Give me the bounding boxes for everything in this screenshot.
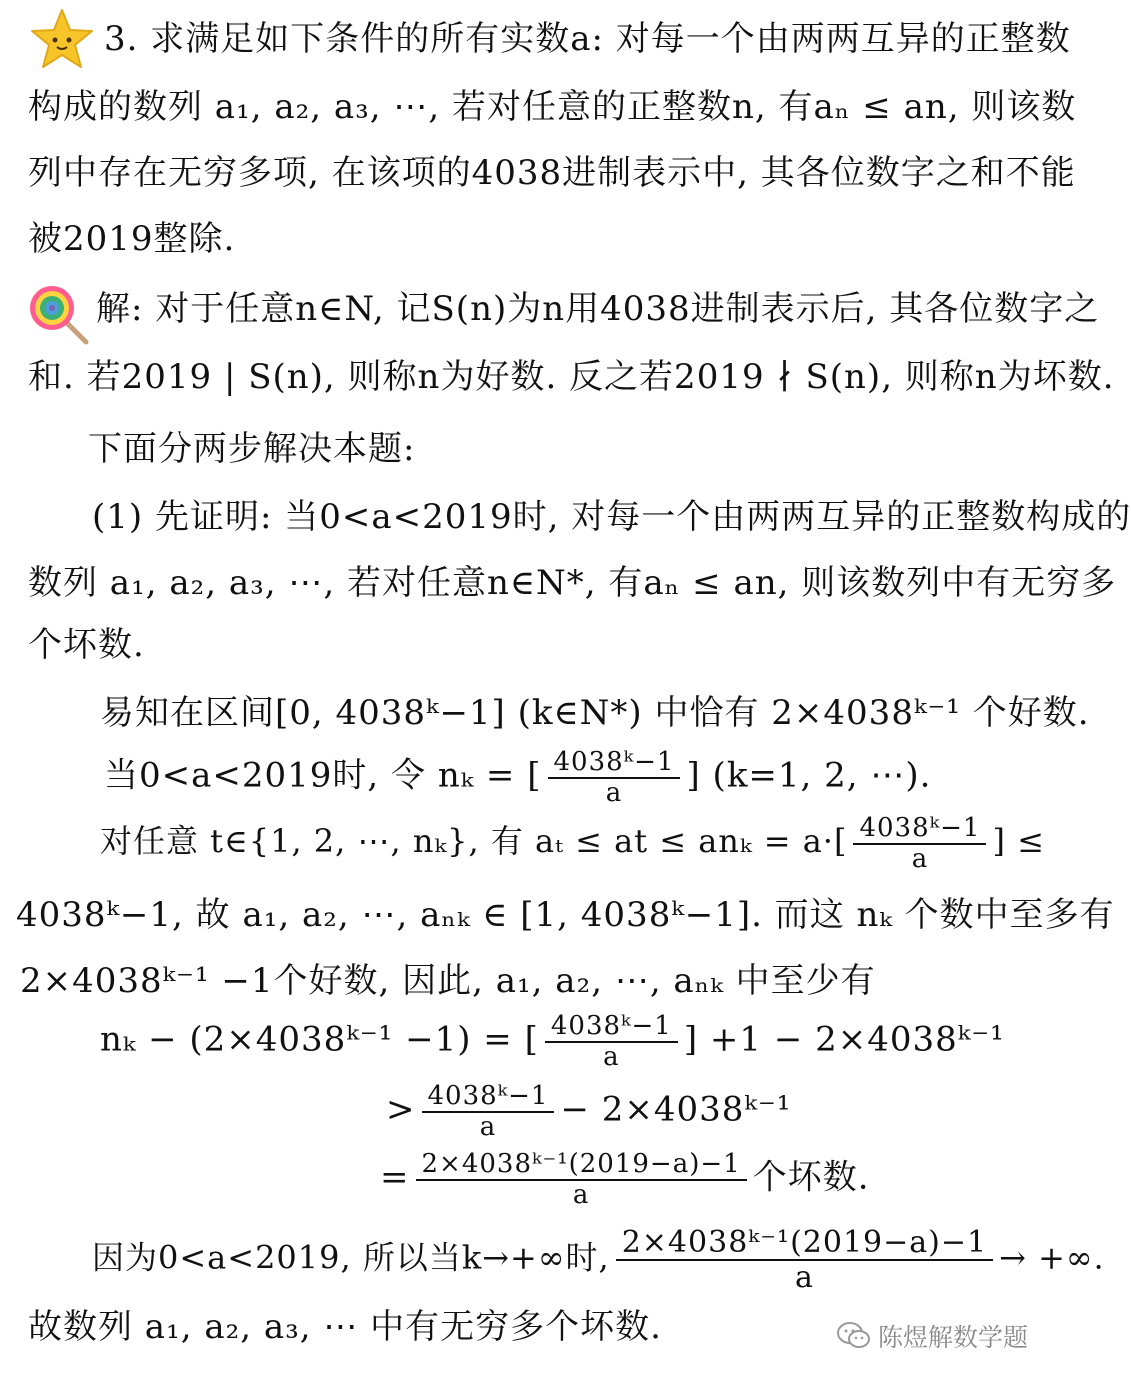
limit-line <box>92 1226 1105 1294</box>
calc-step-2 <box>386 1082 791 1141</box>
calc-step-3-prefix: = <box>380 1157 410 1198</box>
known-good-count-line: 易知在区间[0, 4038ᵏ−1] (k∈N*) 中恰有 2×4038ᵏ⁻¹ 个好数. <box>100 693 1090 733</box>
calc-step-2-denominator: a <box>479 1111 497 1142</box>
limit-line-prefix: 因为0<a<2019, 所以当k→+∞时, <box>92 1238 610 1277</box>
nk-fraction-numerator: 4038ᵏ−1 <box>548 748 681 779</box>
calc-step-1-numerator: 4038ᵏ−1 <box>545 1012 678 1043</box>
watermark <box>836 1318 1028 1354</box>
problem-line-1: 3. 求满足如下条件的所有实数a: 对每一个由两两互异的正整数 <box>104 19 1071 59</box>
calc-step-2-suffix: − 2×4038ᵏ⁻¹ <box>560 1089 792 1130</box>
steps-heading: 下面分两步解决本题: <box>88 429 416 469</box>
any-t-prefix: 对任意 t∈{1, 2, ⋯, nₖ}, 有 aₜ ≤ at ≤ anₖ = a·[ <box>100 822 848 861</box>
any-t-inequality <box>100 814 1045 873</box>
nk-definition-prefix: 当0<a<2019时, 令 nₖ = [ <box>104 755 542 796</box>
nk-fraction <box>548 748 681 807</box>
calc-step-1-suffix: ] +1 − 2×4038ᵏ⁻¹ <box>683 1019 1005 1060</box>
calc-step-2-fraction <box>422 1082 555 1141</box>
calc-step-3-numerator: 2×4038ᵏ⁻¹(2019−a)−1 <box>416 1150 747 1181</box>
nk-definition <box>104 748 931 807</box>
calc-step-3-suffix: 个坏数. <box>752 1157 870 1198</box>
limit-line-fraction <box>616 1226 993 1294</box>
calc-step-2-prefix: > <box>386 1089 416 1130</box>
nk-fraction-denominator: a <box>605 777 623 808</box>
watermark-text: 陈煜解数学题 <box>878 1323 1029 1352</box>
solution-intro-line-1: 解: 对于任意n∈N, 记S(n)为n用4038进制表示后, 其各位数字之 <box>96 289 1100 329</box>
any-t-fraction-denominator: a <box>911 843 929 874</box>
wechat-icon <box>836 1321 872 1351</box>
any-t-fraction <box>853 814 986 873</box>
calc-step-1 <box>100 1012 1005 1071</box>
nk-definition-suffix: ] (k=1, 2, ⋯). <box>686 755 932 796</box>
part1-line-2: 数列 a₁, a₂, a₃, ⋯, 若对任意n∈N*, 有aₙ ≤ an, 则该数列中有无穷多 <box>28 563 1117 603</box>
star-emoji-icon <box>30 8 94 70</box>
calc-step-1-prefix: nₖ − (2×4038ᵏ⁻¹ −1) = [ <box>100 1019 539 1060</box>
bound-line-1: 4038ᵏ−1, 故 a₁, a₂, ⋯, aₙₖ ∈ [1, 4038ᵏ−1]. 而这 nₖ 个数中至多有 <box>16 895 1115 935</box>
calc-step-2-numerator: 4038ᵏ−1 <box>422 1082 555 1113</box>
solution-intro-line-2: 和. 若2019 | S(n), 则称n为好数. 反之若2019 ∤ S(n), 则称n为坏数. <box>28 357 1115 397</box>
any-t-suffix: ] ≤ <box>992 822 1045 861</box>
calc-step-3-fraction <box>416 1150 747 1209</box>
problem-line-4: 被2019整除. <box>28 219 236 259</box>
conclusion-line: 故数列 a₁, a₂, a₃, ⋯ 中有无穷多个坏数. <box>28 1307 662 1347</box>
calc-step-1-denominator: a <box>603 1041 620 1072</box>
calc-step-3 <box>380 1150 870 1209</box>
part1-line-3: 个坏数. <box>28 625 145 665</box>
limit-line-suffix: → +∞. <box>999 1238 1105 1277</box>
lollipop-emoji-icon <box>26 282 92 346</box>
problem-line-2: 构成的数列 a₁, a₂, a₃, ⋯, 若对任意的正整数n, 有aₙ ≤ an, 则该数 <box>28 87 1077 127</box>
problem-line-3: 列中存在无穷多项, 在该项的4038进制表示中, 其各位数字之和不能 <box>28 153 1076 193</box>
any-t-fraction-numerator: 4038ᵏ−1 <box>853 814 986 845</box>
calc-step-3-denominator: a <box>572 1179 590 1210</box>
limit-line-numerator: 2×4038ᵏ⁻¹(2019−a)−1 <box>616 1226 993 1261</box>
bound-line-2: 2×4038ᵏ⁻¹ −1个好数, 因此, a₁, a₂, ⋯, aₙₖ 中至少有 <box>20 961 876 1001</box>
part1-line-1: (1) 先证明: 当0<a<2019时, 对每一个由两两互异的正整数构成的 <box>92 497 1131 537</box>
limit-line-denominator: a <box>794 1260 814 1295</box>
calc-step-1-fraction <box>545 1012 678 1071</box>
